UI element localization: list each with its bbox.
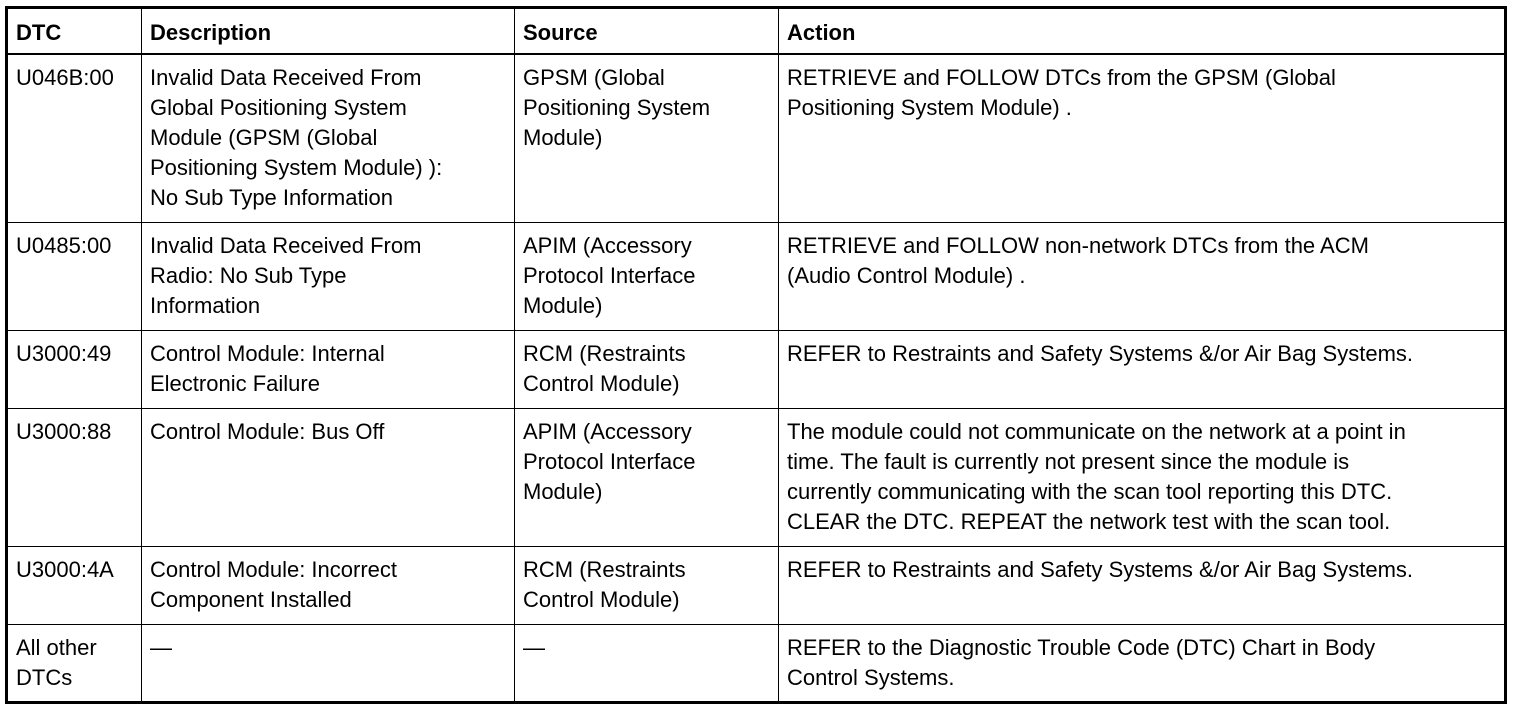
cell-dtc: U046B:00	[7, 54, 142, 222]
cell-description: —	[142, 624, 515, 702]
table-row	[7, 624, 1506, 702]
dtc-table	[5, 6, 1507, 704]
cell-action: REFER to Restraints and Safety Systems &/or Air Bag Systems.	[779, 546, 1506, 624]
cell-action: RETRIEVE and FOLLOW DTCs from the GPSM (Global Positioning System Module) .	[779, 54, 1506, 222]
cell-action: REFER to the Diagnostic Trouble Code (DTC) Chart in Body Control Systems.	[779, 624, 1506, 702]
header-row	[7, 8, 1506, 55]
table-row	[7, 222, 1506, 330]
cell-dtc: U3000:4A	[7, 546, 142, 624]
cell-source: APIM (Accessory Protocol Interface Module)	[515, 222, 779, 330]
cell-description: Control Module: Bus Off	[142, 408, 515, 546]
table-row	[7, 408, 1506, 546]
table-row	[7, 330, 1506, 408]
cell-dtc: U3000:88	[7, 408, 142, 546]
cell-dtc: U0485:00	[7, 222, 142, 330]
header-description: Description	[142, 8, 515, 55]
cell-source: —	[515, 624, 779, 702]
cell-action: RETRIEVE and FOLLOW non-network DTCs from the ACM (Audio Control Module) .	[779, 222, 1506, 330]
cell-source: RCM (Restraints Control Module)	[515, 330, 779, 408]
table-row	[7, 54, 1506, 222]
cell-action: REFER to Restraints and Safety Systems &/or Air Bag Systems.	[779, 330, 1506, 408]
header-dtc: DTC	[7, 8, 142, 55]
table-row	[7, 546, 1506, 624]
cell-description: Invalid Data Received From Radio: No Sub Type Information	[142, 222, 515, 330]
table-header	[7, 8, 1506, 55]
header-source: Source	[515, 8, 779, 55]
cell-description: Control Module: Internal Electronic Failure	[142, 330, 515, 408]
cell-dtc: U3000:49	[7, 330, 142, 408]
cell-description: Invalid Data Received From Global Positioning System Module (GPSM (Global Positioning System Module) ): No Sub Type Information	[142, 54, 515, 222]
cell-source: GPSM (Global Positioning System Module)	[515, 54, 779, 222]
header-action: Action	[779, 8, 1506, 55]
cell-dtc: All other DTCs	[7, 624, 142, 702]
cell-action: The module could not communicate on the network at a point in time. The fault is currently not present since the module is currently communicating with the scan tool reporting this DTC. CLEAR the DTC. REPEAT the network test with the scan tool.	[779, 408, 1506, 546]
cell-source: RCM (Restraints Control Module)	[515, 546, 779, 624]
table-body	[7, 54, 1506, 702]
cell-source: APIM (Accessory Protocol Interface Module)	[515, 408, 779, 546]
cell-description: Control Module: Incorrect Component Installed	[142, 546, 515, 624]
